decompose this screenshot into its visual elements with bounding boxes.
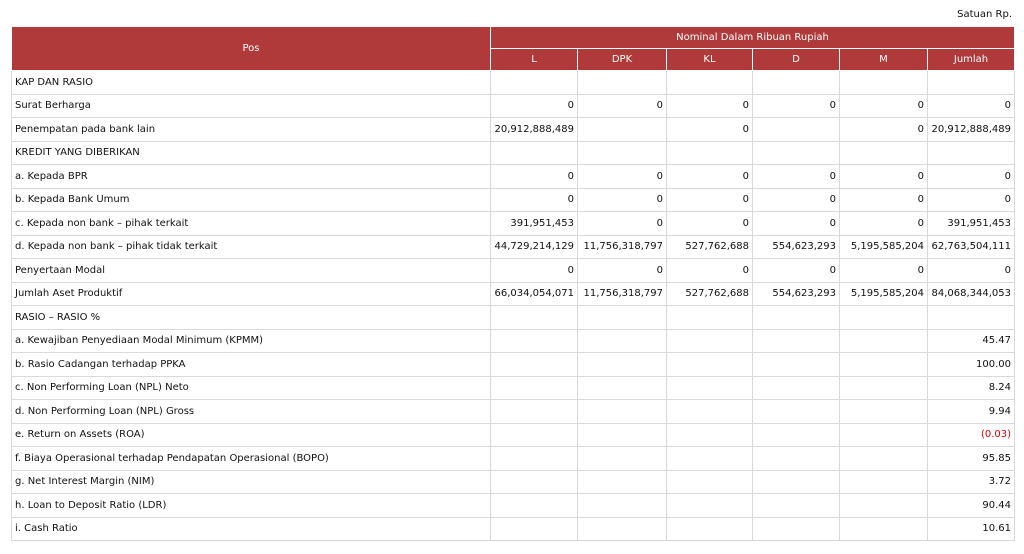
table-cell	[753, 306, 840, 330]
table-cell	[928, 71, 1015, 95]
table-cell	[491, 306, 578, 330]
financial-ratio-table	[11, 26, 1015, 541]
table-cell: 0	[491, 94, 578, 118]
table-cell: 66,034,054,071	[491, 282, 578, 306]
table-cell: 0	[840, 94, 928, 118]
table-cell	[491, 400, 578, 424]
table-cell: 44,729,214,129	[491, 235, 578, 259]
table-row	[12, 188, 1015, 212]
table-cell: 11,756,318,797	[578, 235, 667, 259]
table-cell	[840, 141, 928, 165]
table-cell	[491, 470, 578, 494]
table-cell: 0	[753, 94, 840, 118]
table-cell	[667, 400, 753, 424]
row-label: Penyertaan Modal	[12, 259, 491, 283]
table-cell	[578, 494, 667, 518]
table-row	[12, 165, 1015, 189]
row-label: f. Biaya Operasional terhadap Pendapatan Operasional (BOPO)	[12, 447, 491, 471]
table-cell	[578, 447, 667, 471]
table-cell	[753, 376, 840, 400]
table-cell	[840, 329, 928, 353]
row-label: e. Return on Assets (ROA)	[12, 423, 491, 447]
table-cell	[491, 517, 578, 541]
table-cell	[753, 470, 840, 494]
table-cell: 0	[840, 212, 928, 236]
table-row	[12, 423, 1015, 447]
table-row	[12, 306, 1015, 330]
row-label: Jumlah Aset Produktif	[12, 282, 491, 306]
table-cell	[667, 494, 753, 518]
table-cell: 0	[578, 188, 667, 212]
row-label: b. Kepada Bank Umum	[12, 188, 491, 212]
table-cell	[491, 329, 578, 353]
table-cell: 10.61	[928, 517, 1015, 541]
table-cell	[840, 71, 928, 95]
table-cell: (0.03)	[928, 423, 1015, 447]
table-cell: 0	[491, 188, 578, 212]
table-cell: 8.24	[928, 376, 1015, 400]
column-header-kl: KL	[667, 49, 753, 71]
table-row	[12, 329, 1015, 353]
table-cell: 0	[840, 259, 928, 283]
table-cell	[491, 353, 578, 377]
column-header-m: M	[840, 49, 928, 71]
table-cell: 20,912,888,489	[491, 118, 578, 142]
table-cell	[753, 494, 840, 518]
table-cell: 5,195,585,204	[840, 235, 928, 259]
table-cell	[491, 447, 578, 471]
row-label: Penempatan pada bank lain	[12, 118, 491, 142]
table-cell	[667, 306, 753, 330]
table-cell: 0	[667, 118, 753, 142]
row-label: KAP DAN RASIO	[12, 71, 491, 95]
table-cell	[667, 329, 753, 353]
table-cell	[928, 141, 1015, 165]
table-cell	[840, 470, 928, 494]
table-row	[12, 71, 1015, 95]
table-row	[12, 94, 1015, 118]
table-cell	[753, 118, 840, 142]
table-cell: 0	[667, 165, 753, 189]
table-cell	[667, 353, 753, 377]
table-cell: 0	[753, 188, 840, 212]
table-cell	[578, 71, 667, 95]
table-row	[12, 212, 1015, 236]
table-row	[12, 235, 1015, 259]
table-cell: 0	[667, 188, 753, 212]
table-cell	[491, 423, 578, 447]
table-cell: 0	[753, 165, 840, 189]
table-body	[12, 71, 1015, 541]
table-row	[12, 400, 1015, 424]
table-cell	[753, 329, 840, 353]
row-label: a. Kewajiban Penyediaan Modal Minimum (KPMM)	[12, 329, 491, 353]
table-cell	[667, 376, 753, 400]
table-cell	[753, 447, 840, 471]
table-cell: 0	[928, 188, 1015, 212]
table-row	[12, 494, 1015, 518]
pos-header: Pos	[12, 27, 491, 71]
table-cell	[753, 141, 840, 165]
table-row	[12, 141, 1015, 165]
row-label: h. Loan to Deposit Ratio (LDR)	[12, 494, 491, 518]
table-header	[12, 27, 1015, 71]
table-cell	[667, 141, 753, 165]
table-cell: 391,951,453	[928, 212, 1015, 236]
table-cell	[578, 306, 667, 330]
table-cell: 5,195,585,204	[840, 282, 928, 306]
table-cell: 0	[753, 259, 840, 283]
row-label: Surat Berharga	[12, 94, 491, 118]
row-label: a. Kepada BPR	[12, 165, 491, 189]
row-label: d. Non Performing Loan (NPL) Gross	[12, 400, 491, 424]
table-cell: 9.94	[928, 400, 1015, 424]
table-cell	[578, 400, 667, 424]
table-row	[12, 470, 1015, 494]
table-cell	[578, 517, 667, 541]
table-cell	[753, 517, 840, 541]
table-cell	[840, 306, 928, 330]
table-cell: 0	[928, 259, 1015, 283]
table-cell: 20,912,888,489	[928, 118, 1015, 142]
unit-label: Satuan Rp.	[957, 9, 1012, 20]
table-cell	[840, 494, 928, 518]
table-cell: 0	[928, 165, 1015, 189]
table-row	[12, 118, 1015, 142]
table-cell: 62,763,504,111	[928, 235, 1015, 259]
table-cell	[753, 400, 840, 424]
table-cell: 0	[578, 212, 667, 236]
table-cell	[491, 141, 578, 165]
table-cell: 0	[753, 212, 840, 236]
table-cell: 84,068,344,053	[928, 282, 1015, 306]
table-cell: 0	[667, 94, 753, 118]
row-label: b. Rasio Cadangan terhadap PPKA	[12, 353, 491, 377]
table-cell	[928, 306, 1015, 330]
table-cell	[840, 353, 928, 377]
table-cell	[667, 517, 753, 541]
table-cell	[491, 71, 578, 95]
table-cell	[840, 400, 928, 424]
table-cell	[578, 329, 667, 353]
table-cell	[840, 447, 928, 471]
table-cell: 0	[840, 118, 928, 142]
nominal-group-header: Nominal Dalam Ribuan Rupiah	[491, 27, 1015, 49]
column-header-d: D	[753, 49, 840, 71]
table-cell: 527,762,688	[667, 282, 753, 306]
table-row	[12, 282, 1015, 306]
table-cell	[578, 470, 667, 494]
table-cell	[578, 423, 667, 447]
column-header-l: L	[491, 49, 578, 71]
table-cell: 90.44	[928, 494, 1015, 518]
table-row	[12, 353, 1015, 377]
table-row	[12, 376, 1015, 400]
table-cell	[753, 71, 840, 95]
table-cell: 3.72	[928, 470, 1015, 494]
table-cell	[753, 353, 840, 377]
table-cell: 100.00	[928, 353, 1015, 377]
table-cell	[667, 71, 753, 95]
table-cell	[840, 423, 928, 447]
table-cell: 0	[928, 94, 1015, 118]
table-cell: 0	[491, 165, 578, 189]
table-cell	[578, 376, 667, 400]
table-cell	[840, 517, 928, 541]
table-cell	[667, 470, 753, 494]
table-cell: 0	[491, 259, 578, 283]
table-cell	[491, 494, 578, 518]
table-cell	[667, 447, 753, 471]
table-cell: 0	[578, 165, 667, 189]
row-label: KREDIT YANG DIBERIKAN	[12, 141, 491, 165]
table-cell: 391,951,453	[491, 212, 578, 236]
table-cell	[491, 376, 578, 400]
row-label: i. Cash Ratio	[12, 517, 491, 541]
table-cell: 95.85	[928, 447, 1015, 471]
table-cell: 45.47	[928, 329, 1015, 353]
table-cell: 554,623,293	[753, 282, 840, 306]
table-row	[12, 447, 1015, 471]
row-label: g. Net Interest Margin (NIM)	[12, 470, 491, 494]
table-cell	[753, 423, 840, 447]
column-header-dpk: DPK	[578, 49, 667, 71]
table-row	[12, 517, 1015, 541]
table-cell: 0	[578, 94, 667, 118]
row-label: c. Kepada non bank – pihak terkait	[12, 212, 491, 236]
table-row	[12, 259, 1015, 283]
table-cell: 11,756,318,797	[578, 282, 667, 306]
table-cell: 527,762,688	[667, 235, 753, 259]
row-label: c. Non Performing Loan (NPL) Neto	[12, 376, 491, 400]
table-cell: 0	[578, 259, 667, 283]
table-cell: 0	[840, 188, 928, 212]
table-cell	[667, 423, 753, 447]
table-cell: 0	[667, 259, 753, 283]
column-header-jumlah: Jumlah	[928, 49, 1015, 71]
table-cell	[840, 376, 928, 400]
table-cell: 0	[840, 165, 928, 189]
row-label: RASIO – RASIO %	[12, 306, 491, 330]
table-cell	[578, 118, 667, 142]
row-label: d. Kepada non bank – pihak tidak terkait	[12, 235, 491, 259]
table-cell	[578, 141, 667, 165]
table-cell	[578, 353, 667, 377]
table-cell: 0	[667, 212, 753, 236]
table-cell: 554,623,293	[753, 235, 840, 259]
